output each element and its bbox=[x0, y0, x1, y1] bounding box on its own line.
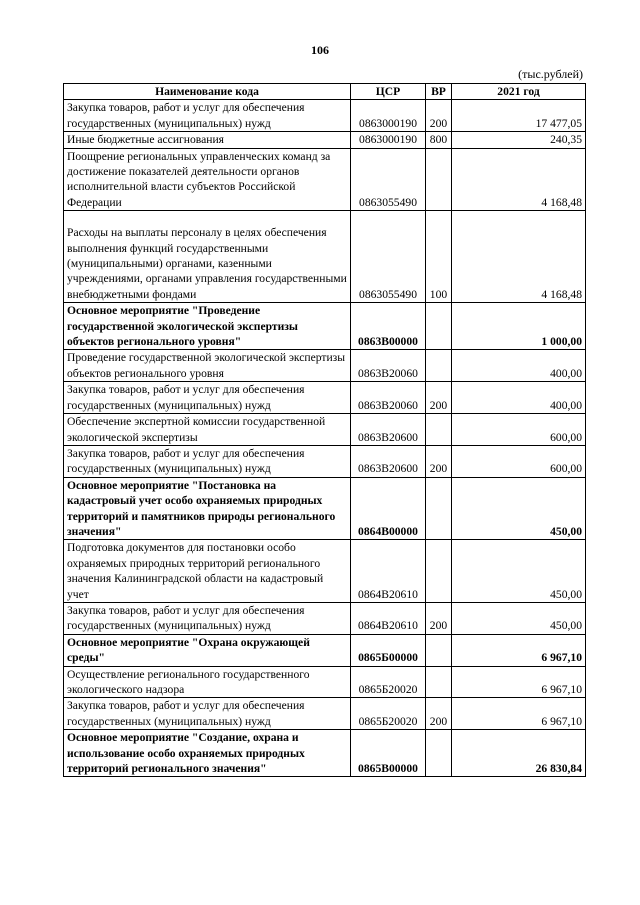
name-cell: Расходы на выплаты персоналу в целях обеспечения выполнения функций государственными (муниципальными) органами, казенными учреждениями, органами управления государственными внебюджетными фондами bbox=[64, 211, 351, 303]
csr-cell: 0864В20610 bbox=[351, 602, 426, 634]
name-cell: Подготовка документов для постановки особо охраняемых природных территорий регионального значения Калининградской области на кадастровый учет bbox=[64, 540, 351, 603]
value-cell: 600,00 bbox=[452, 445, 586, 477]
vr-cell bbox=[426, 148, 452, 211]
vr-cell bbox=[426, 540, 452, 603]
csr-cell: 0865Б20020 bbox=[351, 698, 426, 730]
csr-cell: 0864В00000 bbox=[351, 477, 426, 540]
csr-cell: 0863В20060 bbox=[351, 350, 426, 382]
table-row bbox=[64, 634, 586, 666]
name-cell: Поощрение региональных управленческих команд за достижение показателей деятельности органов исполнительной власти субъектов Российской Федерации bbox=[64, 148, 351, 211]
table-row bbox=[64, 477, 586, 540]
table-row bbox=[64, 100, 586, 132]
table-row bbox=[64, 666, 586, 698]
table-row bbox=[64, 730, 586, 777]
table-row bbox=[64, 350, 586, 382]
table-row bbox=[64, 132, 586, 148]
name-cell: Закупка товаров, работ и услуг для обеспечения государственных (муниципальных) нужд bbox=[64, 382, 351, 414]
value-cell: 4 168,48 bbox=[452, 148, 586, 211]
value-cell: 6 967,10 bbox=[452, 698, 586, 730]
vr-cell bbox=[426, 666, 452, 698]
vr-cell: 200 bbox=[426, 382, 452, 414]
vr-cell bbox=[426, 350, 452, 382]
table-row bbox=[64, 445, 586, 477]
vr-cell bbox=[426, 477, 452, 540]
csr-cell: 0865Б00000 bbox=[351, 634, 426, 666]
table-row bbox=[64, 303, 586, 350]
value-cell: 450,00 bbox=[452, 477, 586, 540]
value-cell: 26 830,84 bbox=[452, 730, 586, 777]
header-vr: ВР bbox=[426, 84, 452, 100]
name-cell: Закупка товаров, работ и услуг для обеспечения государственных (муниципальных) нужд bbox=[64, 602, 351, 634]
vr-cell bbox=[426, 414, 452, 446]
units-label: (тыс.рублей) bbox=[518, 67, 583, 81]
csr-cell: 0863055490 bbox=[351, 148, 426, 211]
value-cell: 4 168,48 bbox=[452, 211, 586, 303]
value-cell: 6 967,10 bbox=[452, 666, 586, 698]
header-name: Наименование кода bbox=[64, 84, 351, 100]
page-number: 106 bbox=[311, 43, 329, 57]
value-cell: 400,00 bbox=[452, 382, 586, 414]
table-body bbox=[64, 100, 586, 777]
vr-cell: 100 bbox=[426, 211, 452, 303]
table-row bbox=[64, 382, 586, 414]
value-cell: 6 967,10 bbox=[452, 634, 586, 666]
name-cell: Закупка товаров, работ и услуг для обеспечения государственных (муниципальных) нужд bbox=[64, 100, 351, 132]
table-row bbox=[64, 698, 586, 730]
value-cell: 240,35 bbox=[452, 132, 586, 148]
vr-cell bbox=[426, 634, 452, 666]
name-cell: Закупка товаров, работ и услуг для обеспечения государственных (муниципальных) нужд bbox=[64, 445, 351, 477]
name-cell: Основное мероприятие "Охрана окружающей среды" bbox=[64, 634, 351, 666]
name-cell: Основное мероприятие "Создание, охрана и использование особо охраняемых природных территорий регионального значения" bbox=[64, 730, 351, 777]
table-row bbox=[64, 414, 586, 446]
csr-cell: 0863В20600 bbox=[351, 414, 426, 446]
table-row bbox=[64, 602, 586, 634]
name-cell: Осуществление регионального государственного экологического надзора bbox=[64, 666, 351, 698]
csr-cell: 0863055490 bbox=[351, 211, 426, 303]
name-cell: Иные бюджетные ассигнования bbox=[64, 132, 351, 148]
csr-cell: 0865Б20020 bbox=[351, 666, 426, 698]
table-row bbox=[64, 148, 586, 211]
value-cell: 450,00 bbox=[452, 540, 586, 603]
csr-cell: 0863000190 bbox=[351, 100, 426, 132]
vr-cell bbox=[426, 303, 452, 350]
name-cell: Основное мероприятие "Проведение государственной экологической экспертизы объектов регионального уровня" bbox=[64, 303, 351, 350]
csr-cell: 0863В20060 bbox=[351, 382, 426, 414]
csr-cell: 0863В00000 bbox=[351, 303, 426, 350]
vr-cell: 200 bbox=[426, 100, 452, 132]
name-cell: Основное мероприятие "Постановка на кадастровый учет особо охраняемых природных территорий и памятников природы регионального значения" bbox=[64, 477, 351, 540]
table-row bbox=[64, 211, 586, 303]
value-cell: 600,00 bbox=[452, 414, 586, 446]
name-cell: Закупка товаров, работ и услуг для обеспечения государственных (муниципальных) нужд bbox=[64, 698, 351, 730]
csr-cell: 0863000190 bbox=[351, 132, 426, 148]
vr-cell bbox=[426, 730, 452, 777]
header-year: 2021 год bbox=[452, 84, 586, 100]
value-cell: 450,00 bbox=[452, 602, 586, 634]
budget-table bbox=[63, 83, 586, 777]
csr-cell: 0863В20600 bbox=[351, 445, 426, 477]
vr-cell: 800 bbox=[426, 132, 452, 148]
vr-cell: 200 bbox=[426, 698, 452, 730]
table-row bbox=[64, 540, 586, 603]
name-cell: Обеспечение экспертной комиссии государственной экологической экспертизы bbox=[64, 414, 351, 446]
value-cell: 400,00 bbox=[452, 350, 586, 382]
vr-cell: 200 bbox=[426, 602, 452, 634]
csr-cell: 0864В20610 bbox=[351, 540, 426, 603]
value-cell: 17 477,05 bbox=[452, 100, 586, 132]
value-cell: 1 000,00 bbox=[452, 303, 586, 350]
vr-cell: 200 bbox=[426, 445, 452, 477]
csr-cell: 0865В00000 bbox=[351, 730, 426, 777]
header-row bbox=[64, 84, 586, 100]
name-cell: Проведение государственной экологической экспертизы объектов регионального уровня bbox=[64, 350, 351, 382]
header-csr: ЦСР bbox=[351, 84, 426, 100]
